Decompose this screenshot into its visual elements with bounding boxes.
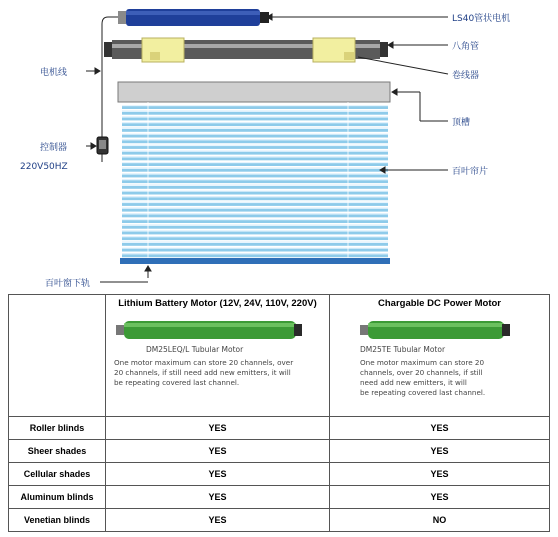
product-desc-lithium-2: 20 channels, if still need add new emitters, it will xyxy=(114,368,291,377)
label-controller: 控制器 xyxy=(40,143,68,153)
product-title-lithium: Lithium Battery Motor (12V, 24V, 110V, 220V) xyxy=(118,298,317,309)
row-value-lithium: YES xyxy=(106,417,330,440)
table-row xyxy=(9,417,550,440)
product-desc-dc-1: One motor maximum can store 20 xyxy=(360,358,485,367)
table-row xyxy=(9,440,550,463)
product-desc-dc-2: channels, over 20 channels, if still xyxy=(360,368,483,377)
row-value-dc: YES xyxy=(330,417,550,440)
row-value-lithium: YES xyxy=(106,440,330,463)
motor-compatibility-table xyxy=(8,294,550,532)
product-desc-lithium-1: One motor maximum can store 20 channels, over xyxy=(114,358,294,367)
row-value-lithium: YES xyxy=(106,463,330,486)
table-corner-cell xyxy=(9,295,106,417)
bottom-rail xyxy=(120,258,390,264)
label-motor: LS40管状电机 xyxy=(452,14,511,24)
row-label: Aluminum blinds xyxy=(9,486,106,509)
tubular-motor xyxy=(118,9,269,26)
label-slats: 百叶帘片 xyxy=(452,167,489,177)
product-desc-dc-3: need add new emitters, it will xyxy=(360,378,467,387)
label-octagonal-tube: 八角管 xyxy=(452,42,480,52)
motor-cable xyxy=(102,17,118,137)
product-cell-dc xyxy=(330,295,550,417)
row-value-lithium: YES xyxy=(106,509,330,532)
row-label: Venetian blinds xyxy=(9,509,106,532)
product-title-dc: Chargable DC Power Motor xyxy=(378,298,501,309)
lithium-motor-image xyxy=(106,311,330,345)
rope-winder-left xyxy=(142,38,184,62)
table-row xyxy=(9,486,550,509)
table-row xyxy=(9,509,550,532)
top-rail xyxy=(118,82,390,102)
row-value-lithium: YES xyxy=(106,486,330,509)
label-top-rail: 顶槽 xyxy=(452,118,471,128)
table-row xyxy=(9,463,550,486)
product-desc-dc-4: be repeating covered last channel. xyxy=(360,388,486,397)
row-label: Sheer shades xyxy=(9,440,106,463)
row-label: Roller blinds xyxy=(9,417,106,440)
label-bottom-rail: 百叶窗下轨 xyxy=(45,279,91,289)
row-value-dc: YES xyxy=(330,463,550,486)
label-motor-cable: 电机线 xyxy=(40,68,68,78)
product-desc-lithium-3: be repeating covered last channel. xyxy=(114,378,240,387)
dc-motor-image xyxy=(330,311,550,345)
label-rope-winder: 卷线器 xyxy=(452,71,480,81)
row-value-dc: YES xyxy=(330,440,550,463)
row-value-dc: NO xyxy=(330,509,550,532)
product-cell-lithium xyxy=(106,295,330,417)
row-label: Cellular shades xyxy=(9,463,106,486)
label-voltage: 220V50HZ xyxy=(20,162,68,172)
row-value-dc: YES xyxy=(330,486,550,509)
product-name-lithium: DM25LEQ/L Tubular Motor xyxy=(146,345,244,354)
product-name-dc: DM25TE Tubular Motor xyxy=(360,345,446,354)
table-header-row xyxy=(9,295,550,417)
rope-winder-right xyxy=(313,38,355,62)
